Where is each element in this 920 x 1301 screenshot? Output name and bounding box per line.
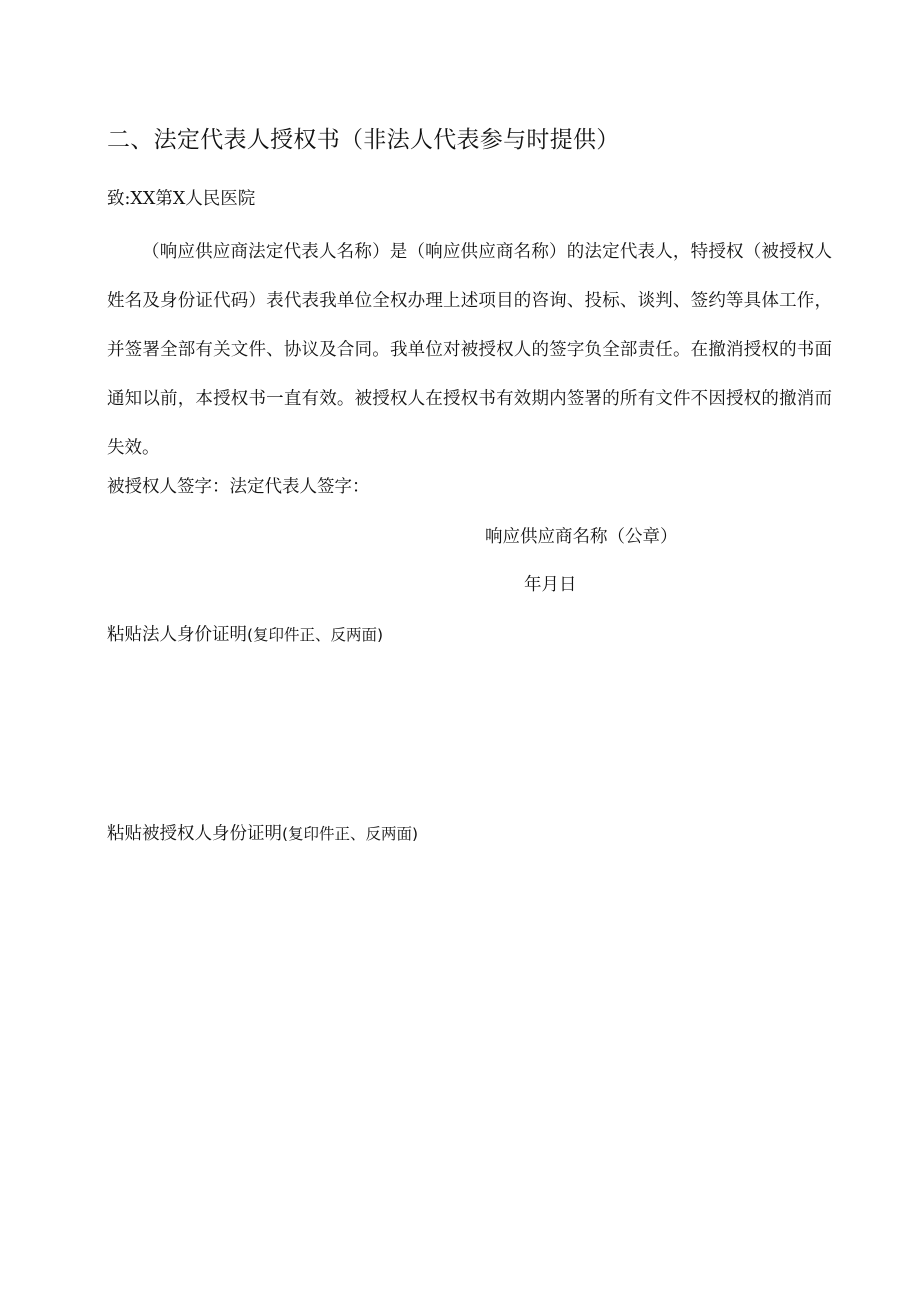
- company-seal-line: 响应供应商名称（公章）: [485, 527, 678, 547]
- document-heading: 二、法定代表人授权书（非法人代表参与时提供）: [107, 127, 620, 153]
- paste-legal-id-label: 粘贴法人身价证明: [107, 625, 247, 645]
- salutation: 致:XX第X人民医院: [107, 189, 256, 209]
- paste-legal-id-section: [107, 621, 383, 646]
- paste-agent-id-label: 粘贴被授权人身份证明: [107, 824, 282, 844]
- date-line: 年月日: [524, 575, 577, 595]
- signature-line: 被授权人签字：法定代表人签字：: [107, 477, 370, 497]
- authorization-body: （响应供应商法定代表人名称）是（响应供应商名称）的法定代表人，特授权（被授权人姓名及身份证代码）表代表我单位全权办理上述项目的咨询、投标、谈判、签约等具体工作，并签署全部有关文件、协议及合同。我单位对被授权人的签字负全部责任。在撤消授权的书面通知以前，本授权书一直有效。被授权人在授权书有效期内签署的所有文件不因授权的撤消而失效。: [107, 242, 832, 458]
- paste-legal-id-note: (复印件正、反两面): [247, 626, 384, 644]
- paste-agent-id-section: [107, 820, 418, 845]
- paste-agent-id-note: (复印件正、反两面): [282, 825, 419, 843]
